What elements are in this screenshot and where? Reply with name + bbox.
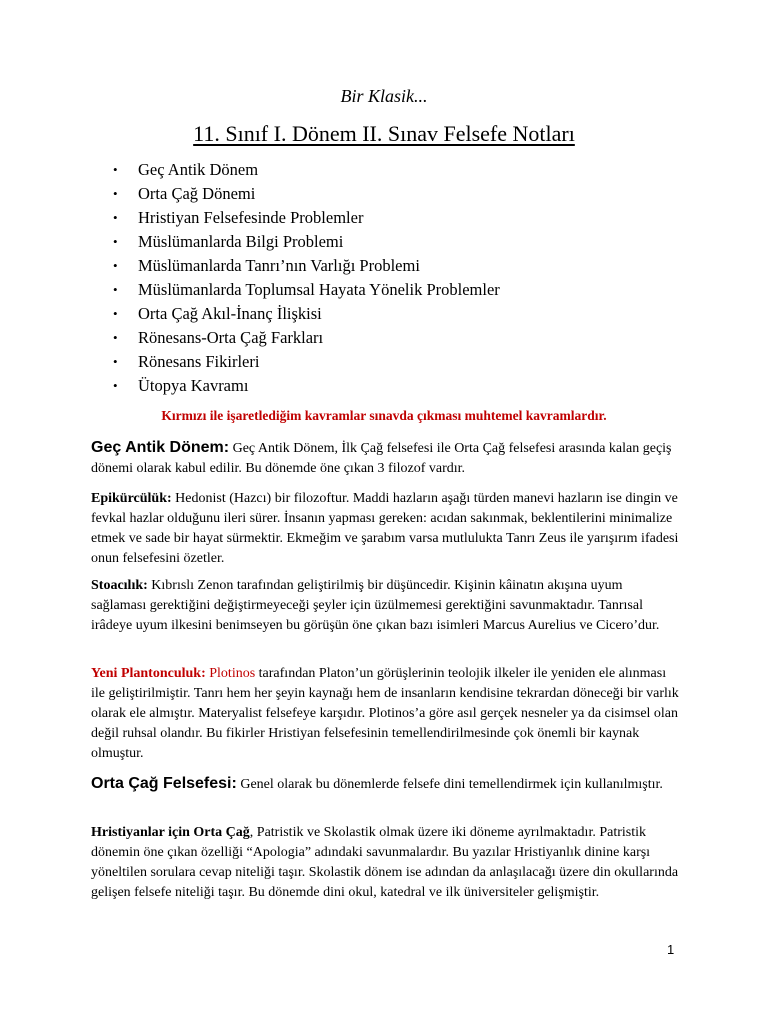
bullet-icon: •	[113, 378, 118, 393]
list-item: • Ütopya Kavramı	[111, 374, 500, 398]
list-item: • Hristiyan Felsefesinde Problemler	[111, 206, 500, 230]
section-body: , Patristik ve Skolastik olmak üzere iki döneme ayrılmaktadır. Patristik dönemin öne çıkan özelliği “Apologia” adındaki savunmalardır. Bu yazılar Hristiyanlık dinine karşı yöneltilen sorulara cevap niteliği taşır. Skolastik dönem ise adından da anlaşılacağı üzere din okullarında gelişen felsefe niteliği taşır. Bu dönemde dini okul, katedral ve ilk üniversiteler gelişmiştir.	[91, 825, 679, 900]
section-heading: Stoacılık:	[91, 578, 148, 593]
section-neoplatonism	[91, 664, 681, 764]
bullet-icon: •	[113, 186, 118, 201]
section-late-antiquity	[91, 438, 681, 479]
bullet-icon: •	[113, 258, 118, 273]
exam-note: Kırmızı ile işaretlediğim kavramlar sınavda çıkması muhtemel kavramlardır.	[161, 408, 607, 423]
section-stoicism	[91, 576, 681, 636]
kicker: Bir Klasik...	[340, 86, 428, 106]
bullet-icon: •	[113, 234, 118, 249]
list-item: • Müslümanlarda Tanrı’nın Varlığı Problemi	[111, 254, 500, 278]
section-epicureanism	[91, 489, 681, 569]
section-body: Genel olarak bu dönemlerde felsefe dini temellendirmek için kullanılmıştır.	[236, 777, 663, 792]
section-body: Kıbrıslı Zenon tarafından geliştirilmiş bir düşüncedir. Kişinin kâinatın akışına uyum sağlaması gerektiğini değiştirmeyeceği şeyler için üzülmemesi gerektiğini savunmaktadır. Tanrısal irâdeye uyum ilkesini benimseyen bu görüşün öne çıkan bazı isimleri Marcus Aurelius ve Cicero’dur.	[91, 578, 660, 633]
list-item: • Geç Antik Dönem	[111, 158, 500, 182]
section-heading: Epikürcülük:	[91, 491, 172, 506]
section-body: Hedonist (Hazcı) bir filozoftur. Maddi hazların aşağı türden manevi hazların ise dingin ve fevkal hazlar olduğunu ileri sürer. İnsanın yapması gereken: acıdan sakınmak, beklentilerini minimalize etmek ve sade bir hayat sürmektir. Ekmeğim ve şarabım varsa mutlulukta Tanrı Zeus ile yarışırım ifadesi onun felsefesini özetler.	[91, 491, 679, 566]
bullet-icon: •	[113, 306, 118, 321]
section-heading: Orta Çağ Felsefesi:	[91, 775, 237, 792]
bullet-icon: •	[113, 354, 118, 369]
list-item: • Orta Çağ Akıl-İnanç İlişkisi	[111, 302, 500, 326]
section-body: Geç Antik Dönem, İlk Çağ felsefesi ile Orta Çağ felsefesi arasında kalan geçiş dönemi olarak kabul edilir. Bu dönemde öne çıkan 3 filozof vardır.	[91, 441, 672, 476]
bullet-icon: •	[113, 210, 118, 225]
topic-list	[111, 158, 500, 398]
list-item: • Rönesans Fikirleri	[111, 350, 500, 374]
section-heading: Geç Antik Dönem:	[91, 439, 230, 456]
list-item: • Müslümanlarda Bilgi Problemi	[111, 230, 500, 254]
bullet-icon: •	[113, 282, 118, 297]
list-item: • Orta Çağ Dönemi	[111, 182, 500, 206]
section-medieval	[91, 774, 681, 795]
list-item: • Müslümanlarda Toplumsal Hayata Yönelik Problemler	[111, 278, 500, 302]
bullet-icon: •	[113, 162, 118, 177]
section-body: tarafından Platon’un görüşlerinin teolojik ilkeler ile yeniden ele alınması ile geliştirilmiştir. Tanrı hem her şeyin kaynağı hem de insanların kendisine tekrardan döneceği bir varlık olarak ele almıştır. Materyalist felsefeye karşıdır. Plotinos’a göre asıl gerçek nesneler ya da cisimsel olan değil ruhsal olandır. Bu fikirler Hristiyan felsefesinin temellendirilmesinde çok önemli bir kaynak olmuştur.	[91, 666, 679, 761]
bullet-icon: •	[113, 330, 118, 345]
page-title: 11. Sınıf I. Dönem II. Sınav Felsefe Notları	[193, 121, 575, 146]
section-heading: Yeni Plantonculuk:	[91, 666, 206, 681]
list-item: • Rönesans-Orta Çağ Farkları	[111, 326, 500, 350]
page-number: 1	[667, 942, 675, 957]
section-heading: Hristiyanlar için Orta Çağ	[91, 825, 250, 840]
section-highlight: Plotinos	[205, 666, 256, 681]
section-christian-medieval	[91, 823, 681, 903]
